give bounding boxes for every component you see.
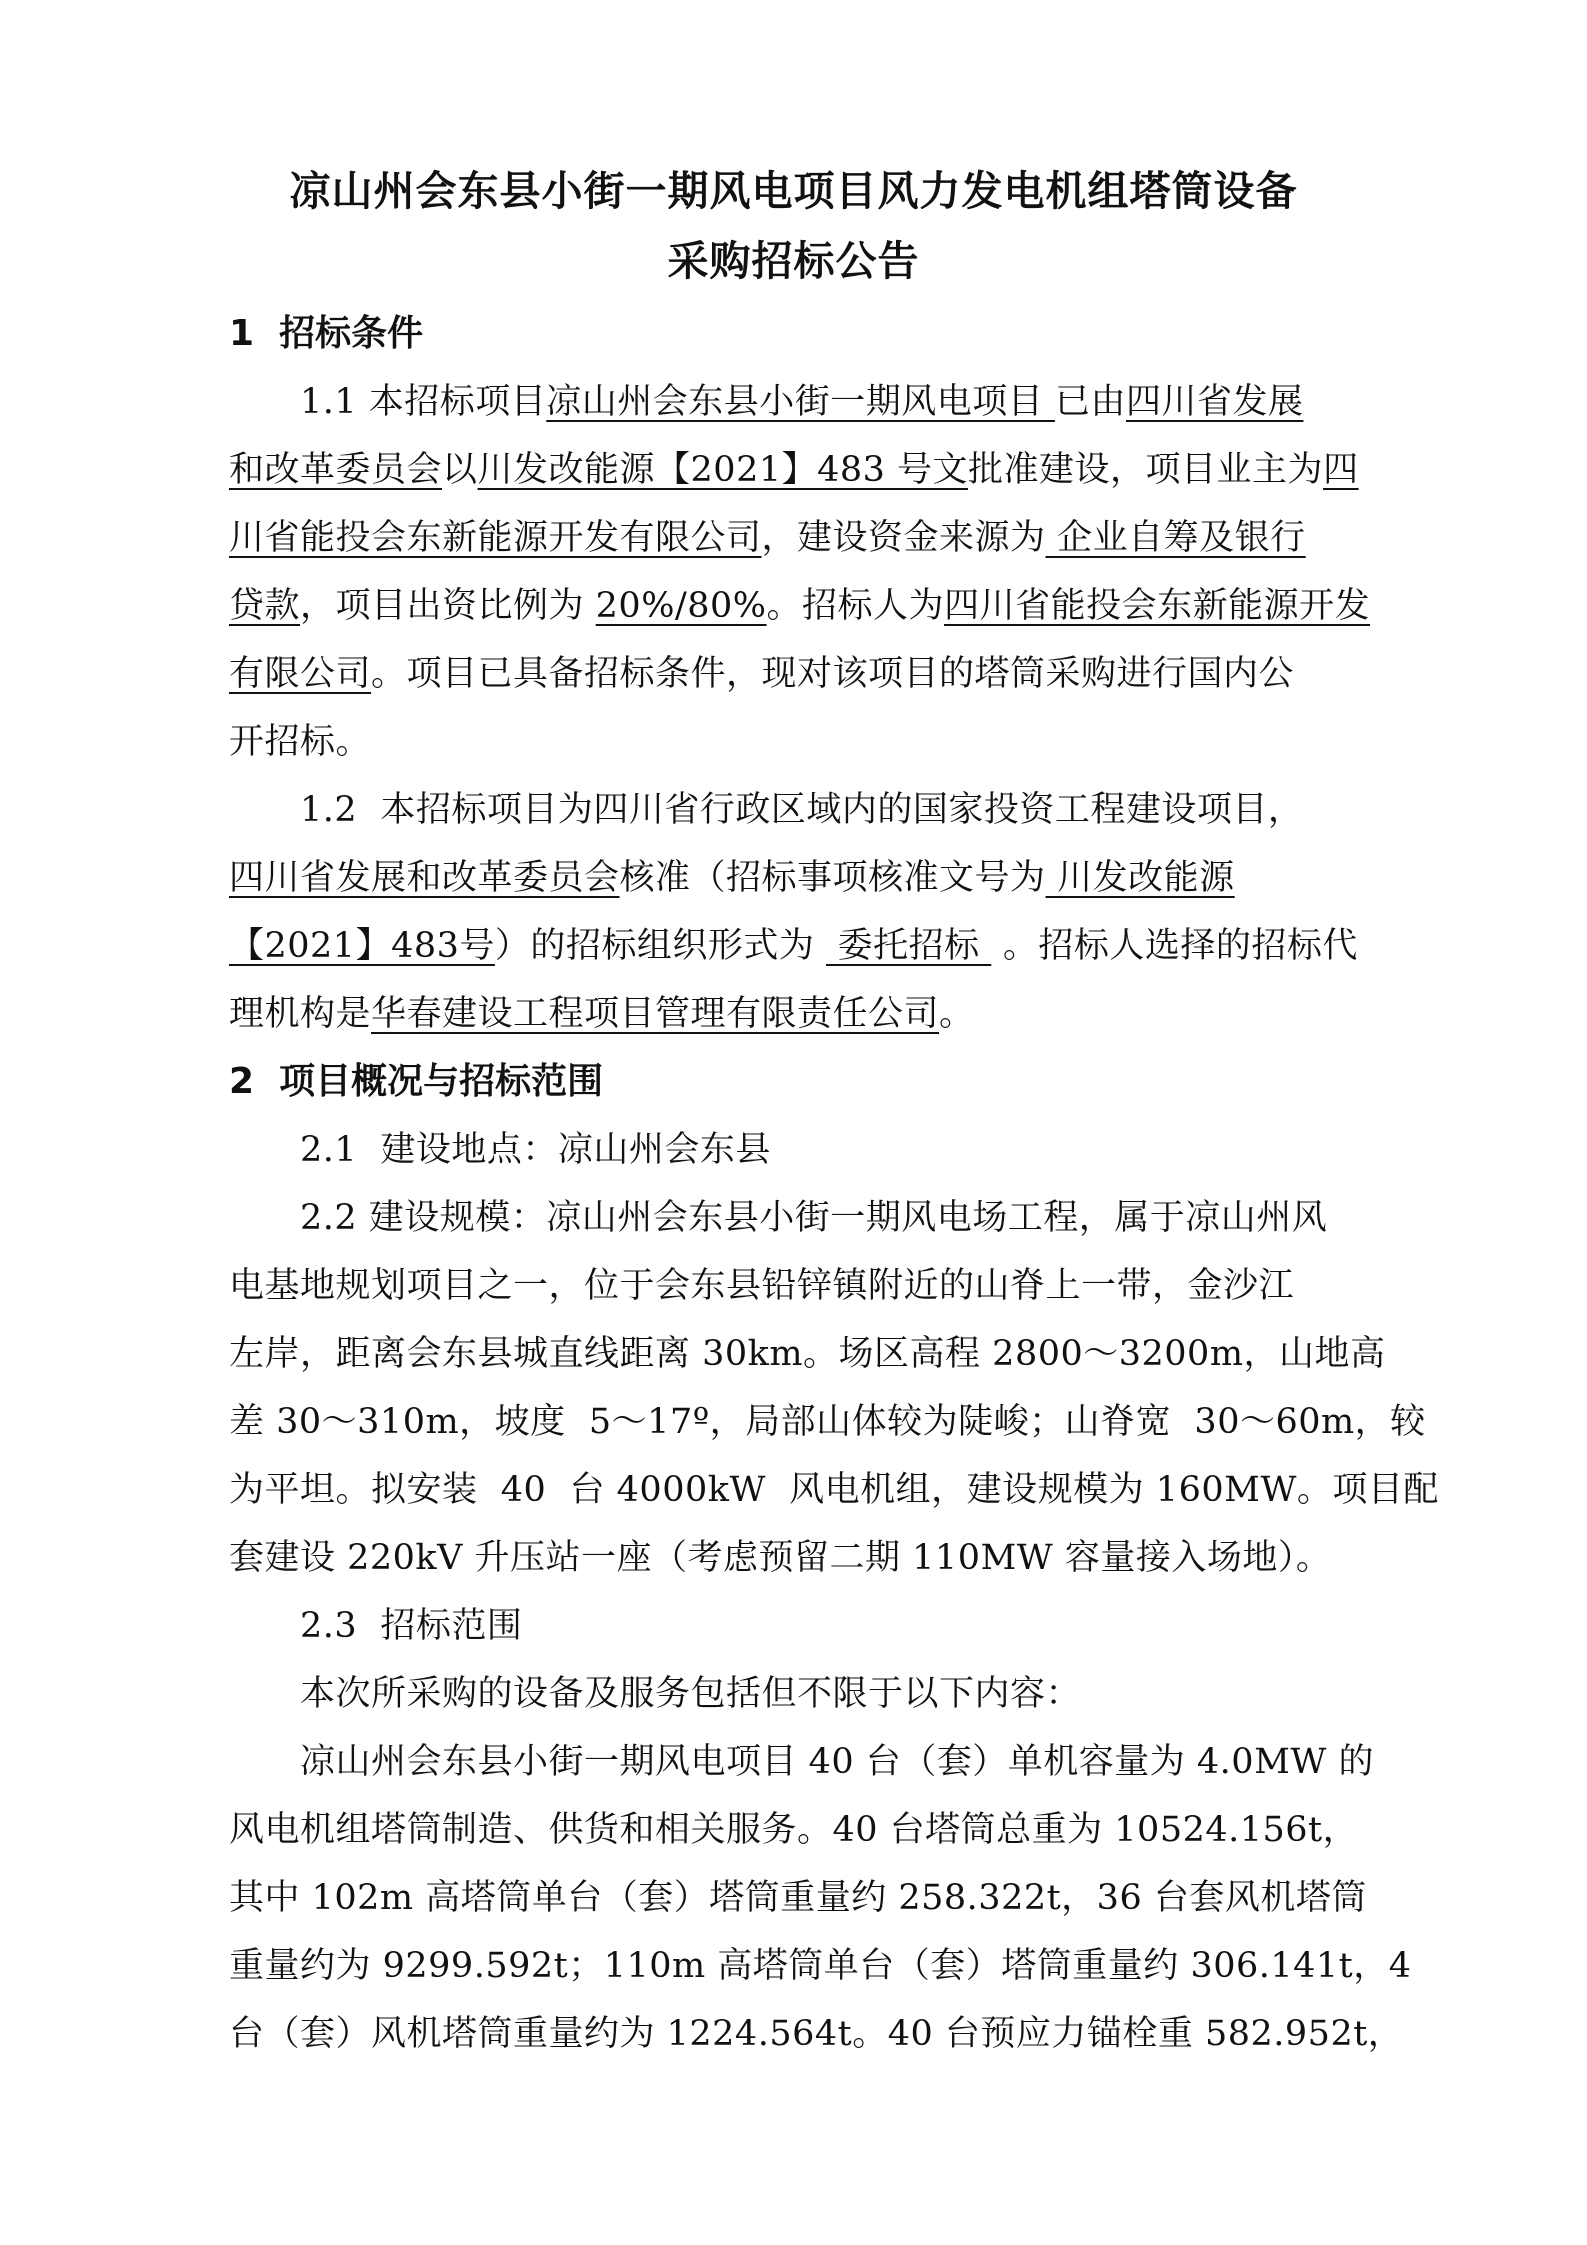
text-segment: 开招标。	[229, 722, 372, 762]
underlined-fill-in-text: 20%/80%	[595, 586, 767, 626]
underlined-fill-in-text: 贷款	[229, 586, 301, 626]
section-1-heading: 1 招标条件	[229, 313, 424, 354]
para-2-2-line-6: 套建设 220kV 升压站一座（考虑预留二期 110MW 容量接入场地）。	[229, 1538, 1332, 1578]
scope-line-5: 台（套）风机塔筒重量约为 1224.564t。40 台预应力锚栓重 582.952t，	[229, 2014, 1404, 2054]
underlined-fill-in-text: 企业自筹及银行	[1045, 518, 1306, 558]
text-segment: 批准建设，项目业主为	[968, 450, 1324, 490]
underlined-fill-in-text: 委托招标	[826, 926, 992, 966]
scope-line-4: 重量约为 9299.592t；110m 高塔筒单台（套）塔筒重量约 306.141t，4	[229, 1946, 1412, 1986]
underlined-fill-in-text: 有限公司	[229, 654, 372, 694]
para-2-2-line-2: 电基地规划项目之一，位于会东县铅锌镇附近的山脊上一带，金沙江	[229, 1266, 1295, 1306]
text-segment: ，建设资金来源为	[761, 518, 1046, 558]
underlined-fill-in-text: 四川省发展和改革委员会	[229, 858, 620, 898]
para-2-2-line-1: 2.2 建设规模：凉山州会东县小街一期风电场工程，属于凉山州风	[300, 1198, 1328, 1238]
para-1-2-line-1	[300, 788, 1303, 832]
underlined-fill-in-text: 华春建设工程项目管理有限责任公司	[371, 994, 940, 1034]
text-segment: 以	[442, 450, 478, 490]
text-segment: 1.1 本招标项目	[300, 382, 547, 422]
para-1-2-line-3	[229, 924, 1358, 968]
text-segment: 。项目已具备招标条件，现对该项目的塔筒采购进行国内公	[371, 654, 1295, 694]
para-1-2-line-4	[229, 992, 975, 1036]
underlined-fill-in-text: 四川省能投会东新能源开发	[944, 586, 1371, 626]
scope-line-3: 其中 102m 高塔筒单台（套）塔筒重量约 258.322t，36 台套风机塔筒	[229, 1878, 1367, 1918]
para-2-2-line-3: 左岸，距离会东县城直线距离 30km。场区高程 2800～3200m，山地高	[229, 1334, 1386, 1374]
underlined-fill-in-text: 【2021】483号	[229, 926, 495, 966]
underlined-fill-in-text: 和改革委员会	[229, 450, 443, 490]
para-2-2-line-5: 为平坦。拟安装 40 台 4000kW 风电机组，建设规模为 160MW。项目配	[229, 1470, 1439, 1510]
text-segment: ）的招标组织形式为	[494, 926, 827, 966]
text-segment: ，项目出资比例为	[300, 586, 596, 626]
para-2-2-line-4: 差 30～310m，坡度 5～17º，局部山体较为陡峻；山脊宽 30～60m，较	[229, 1402, 1426, 1442]
document-title-line-2: 采购招标公告	[667, 237, 920, 285]
underlined-fill-in-text: 四	[1323, 450, 1359, 490]
para-1-1-line-1	[300, 380, 1303, 424]
underlined-fill-in-text: 川发改能源【2021】483 号文	[477, 450, 969, 490]
scope-line-2: 风电机组塔筒制造、供货和相关服务。40 台塔筒总重为 10524.156t，	[229, 1810, 1359, 1850]
underlined-fill-in-text: 川省能投会东新能源开发有限公司	[229, 518, 762, 558]
para-1-1-line-4	[229, 584, 1370, 628]
para-1-1-line-5	[229, 652, 1294, 696]
para-2-3-heading: 2.3 招标范围	[300, 1606, 523, 1646]
section-2-heading: 2 项目概况与招标范围	[229, 1061, 604, 1102]
para-1-2-line-2	[229, 856, 1235, 900]
para-1-1-line-2	[229, 448, 1359, 492]
text-segment: 。	[939, 994, 975, 1034]
text-segment: 已由	[1054, 382, 1126, 422]
underlined-fill-in-text: 四川省发展	[1125, 382, 1304, 422]
text-segment: 核准（招标事项核准文号为	[619, 858, 1046, 898]
scope-line-1: 凉山州会东县小街一期风电项目 40 台（套）单机容量为 4.0MW 的	[300, 1742, 1375, 1782]
text-segment: 。招标人为	[766, 586, 945, 626]
underlined-fill-in-text: 川发改能源	[1045, 858, 1235, 898]
para-2-1: 2.1 建设地点：凉山州会东县	[300, 1130, 771, 1170]
document-title-line-1: 凉山州会东县小街一期风电项目风力发电机组塔筒设备	[289, 167, 1298, 215]
para-1-1-line-6	[229, 720, 371, 764]
para-1-1-line-3	[229, 516, 1306, 560]
text-segment: 1.2 本招标项目为四川省行政区域内的国家投资工程建设项目，	[300, 790, 1304, 830]
underlined-fill-in-text: 凉山州会东县小街一期风电项目	[546, 382, 1055, 422]
para-2-3-intro: 本次所采购的设备及服务包括但不限于以下内容：	[300, 1674, 1082, 1714]
text-segment: 理机构是	[229, 994, 372, 1034]
text-segment: 。招标人选择的招标代	[991, 926, 1358, 966]
